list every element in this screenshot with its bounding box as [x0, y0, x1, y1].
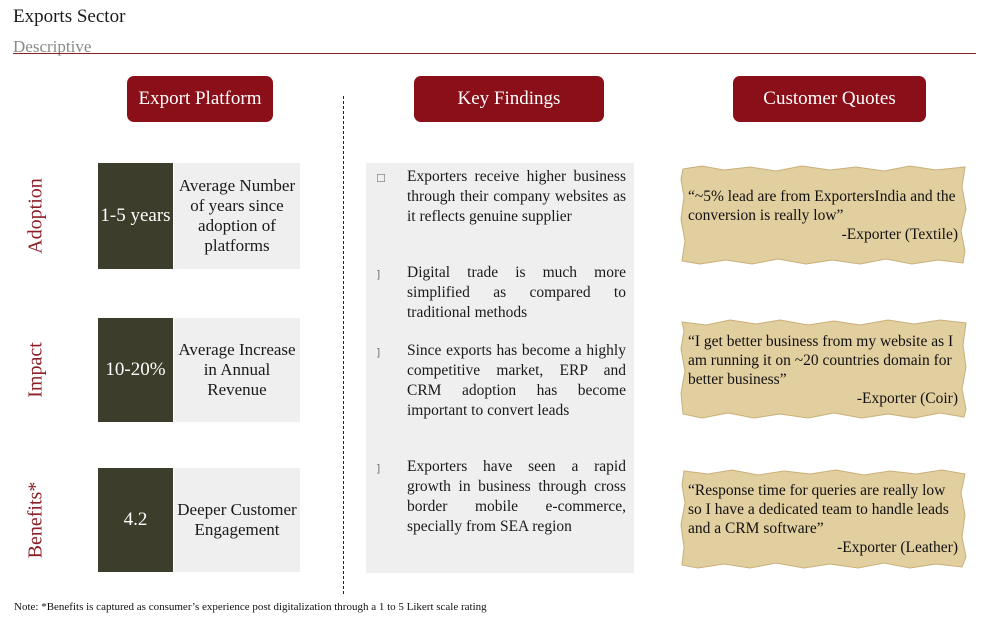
customer-quotes-header: Customer Quotes — [733, 76, 926, 122]
finding-text: Digital trade is much more simplified as compared to traditional methods — [407, 264, 626, 321]
impact-value: 10-20% — [98, 318, 173, 422]
bullet-icon: ] — [376, 268, 381, 281]
finding-text: Exporters receive higher business through their company websites as it reflects genuine supplier — [407, 168, 626, 225]
adoption-description: Average Number of years since adoption of platforms — [174, 163, 300, 269]
finding-item — [376, 167, 626, 227]
finding-text: Since exports has become a highly competitive market, ERP and CRM adoption has become important to convert leads — [407, 342, 626, 419]
finding-item — [376, 341, 626, 421]
quote-text: “~5% lead are from ExportersIndia and the conversion is really low” — [688, 188, 956, 224]
adoption-value: 1-5 years — [98, 163, 173, 269]
quote-text: “Response time for queries are really low so I have a dedicated team to handle leads and a CRM software” — [688, 482, 949, 537]
bullet-icon: ] — [376, 462, 381, 475]
quote-card-leather — [680, 469, 968, 569]
quote-card-coir — [680, 319, 968, 419]
page-title: Exports Sector — [13, 6, 126, 27]
finding-item — [376, 457, 626, 537]
title-divider — [13, 53, 976, 54]
quote-text: “I get better business from my website as I am running it on ~20 countries domain for better business” — [688, 333, 954, 388]
quote-author: -Exporter (Textile) — [841, 226, 958, 243]
benefits-value: 4.2 — [98, 468, 173, 572]
finding-item — [376, 263, 626, 323]
quote-author: -Exporter (Leather) — [837, 539, 958, 556]
benefits-description: Deeper Customer Engagement — [174, 468, 300, 572]
bullet-icon: ] — [376, 346, 381, 359]
impact-description: Average Increase in Annual Revenue — [174, 318, 300, 422]
bullet-icon: ☐ — [376, 172, 386, 185]
row-label-benefits: Benefits* — [24, 481, 47, 559]
page-subtitle: Descriptive — [13, 37, 92, 56]
finding-text: Exporters have seen a rapid growth in business through cross border mobile e-commerce, specially from SEA region — [407, 458, 626, 535]
quote-card-textile — [680, 165, 968, 265]
export-platform-header: Export Platform — [127, 76, 273, 122]
row-label-adoption: Adoption — [24, 178, 47, 254]
footnote: Note: *Benefits is captured as consumer’s experience post digitalization through a 1 to 5 Likert scale rating — [14, 601, 487, 613]
key-findings-header: Key Findings — [414, 76, 604, 122]
quote-author: -Exporter (Coir) — [856, 390, 958, 407]
row-label-impact: Impact — [24, 342, 47, 398]
column-divider — [343, 96, 344, 594]
